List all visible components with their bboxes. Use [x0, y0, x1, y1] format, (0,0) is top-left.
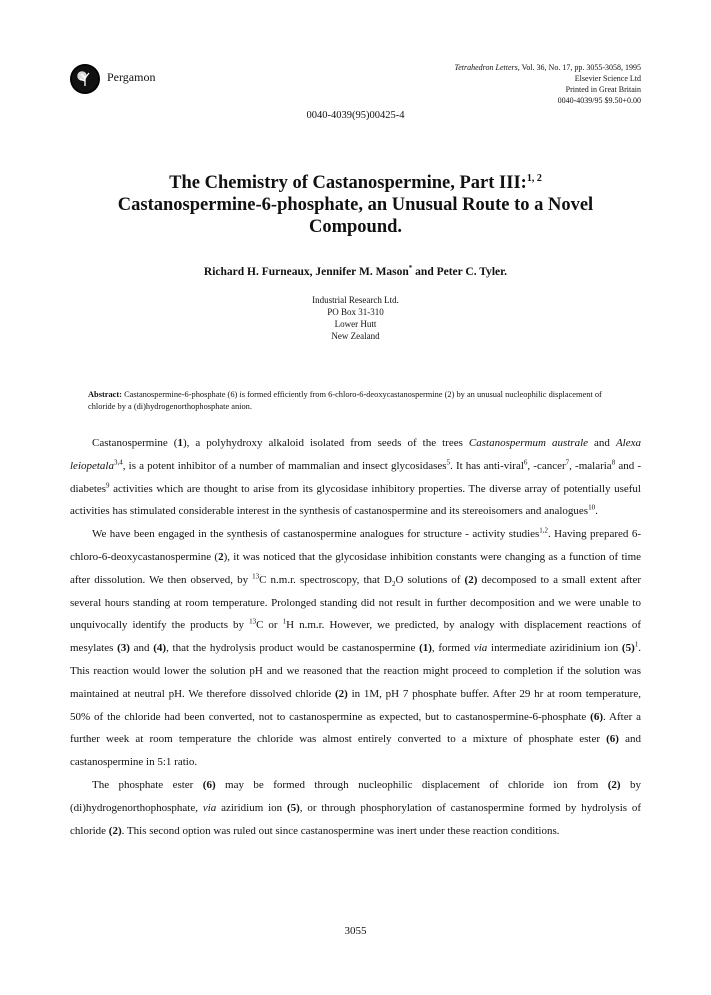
affiliation-line: New Zealand [331, 331, 380, 341]
journal-volume: , Vol. 36, No. 17, pp. 3055-3058, 1995 [517, 63, 641, 72]
journal-printed: Printed in Great Britain [565, 85, 641, 94]
affiliation [0, 294, 711, 342]
abstract-label: Abstract: [88, 390, 122, 399]
publisher-logo [70, 64, 100, 94]
journal-price: 0040-4039/95 $9.50+0.00 [557, 96, 641, 105]
affiliation-line: PO Box 31-310 [327, 307, 384, 317]
journal-title: Tetrahedron Letters [454, 63, 518, 72]
tree-emblem-icon [70, 64, 100, 94]
title-line-1: The Chemistry of Castanospermine, Part III:$^{1, 2}$ [169, 172, 542, 193]
publisher-name: Pergamon [107, 70, 156, 84]
journal-publisher: Elsevier Science Ltd [574, 74, 641, 83]
paragraph-1: Castanospermine (1), a polyhydroxy alkaloid isolated from seeds of the trees Castanospermum australe and Alexa leiopetala$^{3,4}$, is a potent inhibitor of a number of mammalian and insect glycosidases$^5$. It has anti-viral$^6$, -cancer$^7$, -malaria$^8$ and -diabetes$^9$ activities which are thought to arise from its glycosidase inhibitory properties. The diverse array of potentially useful activities has stimulated considerable interest in the synthesis of castanospermine and its stereoisomers and analogues$^{10}$. [70, 437, 641, 518]
abstract-text: Castanospermine-6-phosphate (6) is formed efficiently from 6-chloro-6-deoxycastanospermine (2) by an unusual nucleophilic displacement of chloride by a (di)hydrogenorthophosphate anion. [88, 390, 602, 411]
title-line-3: Compound. [308, 217, 403, 237]
author-list: Richard H. Furneaux, Jennifer M. Mason* and Peter C. Tyler. [203, 264, 508, 278]
title-line-2: Castanospermine-6-phosphate, an Unusual Route to a Novel [117, 195, 594, 215]
body-text [70, 432, 641, 842]
doi-code: 0040-4039(95)00425-4 [306, 110, 405, 121]
page-number: 3055 [344, 925, 367, 937]
paper-title [70, 172, 641, 238]
paragraph-2: We have been engaged in the synthesis of castanospermine analogues for structure - activity studies$^{1,2}$. Having prepared 6-chloro-6-deoxycastanospermine (2), it was noticed that the glycosidase inhibition constants were changing as a function of time after dissolution. We then observed, by $^{13}$C n.m.r. spectroscopy, that $D_2O$ solutions of (2) decomposed to a small extent after several hours standing at room temperature. Prolonged standing did not result in further decomposition and we were unable to unquivocally identify the products by $^{13}$C or $^1$H n.m.r. However, we predicted, by analogy with displacement reactions of mesylates (3) and (4), that the hydrolysis product would be castanospermine (1), formed via intermediate aziridinium ion $(5)^1$. This reaction would lower the solution pH and we reasoned that the reaction might proceed to completion if the solution was maintained at neutral pH. We therefore dissolved chloride (2) in 1M, pH 7 phosphate buffer. After 29 hr at room temperature, 50% of the chloride had been converted, not to castanospermine as expected, but to castanospermine-6-phosphate (6). After a further week at room temperature the chloride was almost entirely converted to a mixture of phosphate ester (6) and castanospermine in 5:1 ratio. [70, 526, 642, 769]
paragraph-3: The phosphate ester (6) may be formed through nucleophilic displacement of chloride ion from (2) by (di)hydrogenorthophosphate, via aziridium ion (5), or through phosphorylation of castanospermine formed by hydrolysis of chloride (2). This second option was ruled out since castanospermine was inert under these reaction conditions. [70, 778, 642, 837]
journal-info [321, 62, 641, 106]
affiliation-line: Lower Hutt [334, 319, 377, 329]
title-superscript: 1, 2 [526, 172, 542, 184]
abstract [88, 389, 628, 412]
journal-citation [321, 62, 641, 73]
corresponding-author-mark: * [408, 264, 413, 273]
affiliation-line: Industrial Research Ltd. [312, 295, 399, 305]
